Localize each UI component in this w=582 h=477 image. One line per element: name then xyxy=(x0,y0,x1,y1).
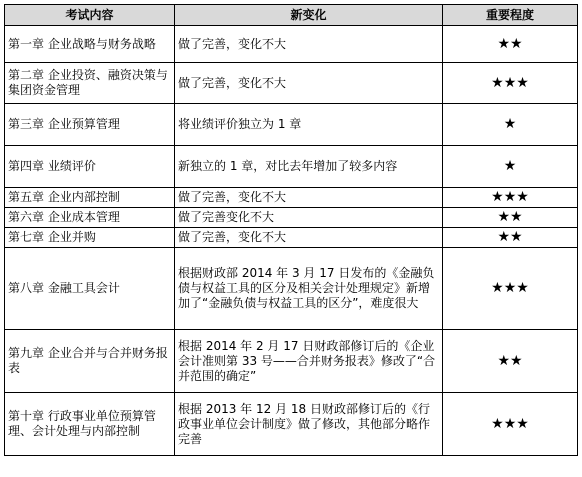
importance-cell xyxy=(443,248,578,330)
table-wrapper xyxy=(4,4,578,456)
exam-content-cell: 第八章 金融工具会计 xyxy=(5,248,175,330)
importance-stars: ★ xyxy=(503,158,517,174)
importance-stars: ★ xyxy=(503,116,517,132)
table-row xyxy=(5,248,578,330)
exam-content-cell: 第五章 企业内部控制 xyxy=(5,188,175,208)
exam-content-cell: 第一章 企业战略与财务战略 xyxy=(5,26,175,63)
table-row xyxy=(5,63,578,104)
exam-content-cell: 第四章 业绩评价 xyxy=(5,146,175,188)
exam-content-cell: 第九章 企业合并与合并财务报表 xyxy=(5,330,175,393)
importance-cell xyxy=(443,330,578,393)
new-change-cell: 做了完善，变化不大 xyxy=(175,26,443,63)
importance-cell xyxy=(443,208,578,228)
table-row xyxy=(5,188,578,208)
importance-cell xyxy=(443,188,578,208)
importance-cell xyxy=(443,393,578,456)
table-row xyxy=(5,146,578,188)
importance-cell xyxy=(443,228,578,248)
new-change-cell: 做了完善，变化不大 xyxy=(175,63,443,104)
header-importance: 重要程度 xyxy=(443,5,578,26)
importance-stars: ★★★ xyxy=(491,280,529,296)
importance-stars: ★★★ xyxy=(491,74,529,91)
exam-content-cell: 第七章 企业并购 xyxy=(5,228,175,248)
new-change-cell: 将业绩评价独立为 1 章 xyxy=(175,104,443,146)
importance-stars: ★★ xyxy=(497,35,523,52)
new-change-cell: 根据财政部 2014 年 3 月 17 日发布的《金融负债与权益工具的区分及相关会计处理规定》新增加了“金融负债与权益工具的区分”，难度很大 xyxy=(175,248,443,330)
new-change-cell: 根据 2013 年 12 月 18 日财政部修订后的《行政事业单位会计制度》做了修改，其他部分略作完善 xyxy=(175,393,443,456)
table-row xyxy=(5,26,578,63)
new-change-cell: 做了完善，变化不大 xyxy=(175,228,443,248)
importance-cell xyxy=(443,63,578,104)
table-row xyxy=(5,104,578,146)
importance-stars: ★★ xyxy=(497,229,523,245)
new-change-cell: 根据 2014 年 2 月 17 日财政部修订后的《企业会计准则第 33 号——合并财务报表》修改了“合并范围的确定” xyxy=(175,330,443,393)
new-change-cell: 新独立的 1 章，对比去年增加了较多内容 xyxy=(175,146,443,188)
table-row xyxy=(5,208,578,228)
header-row xyxy=(5,5,578,26)
importance-stars: ★★★ xyxy=(491,415,529,432)
exam-content-cell: 第六章 企业成本管理 xyxy=(5,208,175,228)
importance-stars: ★★ xyxy=(497,352,523,369)
importance-stars: ★★★ xyxy=(491,189,529,205)
new-change-cell: 做了完善变化不大 xyxy=(175,208,443,228)
table-row xyxy=(5,393,578,456)
importance-cell xyxy=(443,26,578,63)
table-row xyxy=(5,228,578,248)
exam-content-cell: 第二章 企业投资、融资决策与集团资金管理 xyxy=(5,63,175,104)
table-row xyxy=(5,330,578,393)
new-change-cell: 做了完善，变化不大 xyxy=(175,188,443,208)
importance-cell xyxy=(443,146,578,188)
header-exam-content: 考试内容 xyxy=(5,5,175,26)
importance-stars: ★★ xyxy=(497,209,523,225)
exam-content-cell: 第十章 行政事业单位预算管理、会计处理与内部控制 xyxy=(5,393,175,456)
importance-cell xyxy=(443,104,578,146)
header-new-change: 新变化 xyxy=(175,5,443,26)
exam-content-cell: 第三章 企业预算管理 xyxy=(5,104,175,146)
chapter-change-table xyxy=(4,4,578,456)
